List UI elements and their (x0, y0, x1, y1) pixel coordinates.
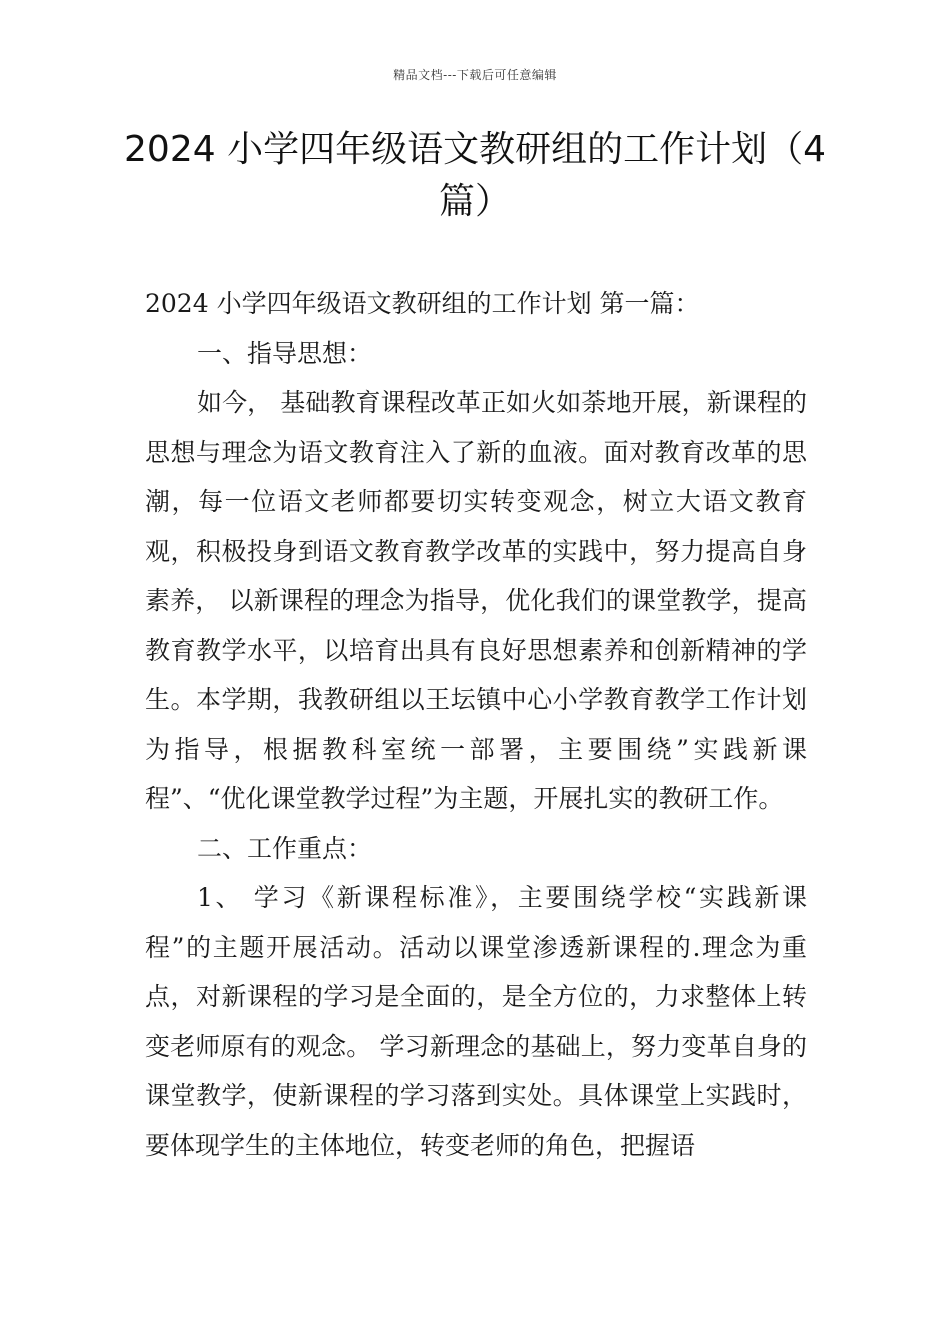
document-title: 2024 小学四年级语文教研组的工作计划（4 篇） (124, 129, 826, 222)
paragraph-work-focus-1: 1、 学习《新课程标准》，主要围绕学校“实践新课程”的主题开展活动。活动以课堂渗透新课程的.理念为重点，对新课程的学习是全面的，是全方位的，力求整体上转变老师原有的观念。 学习新理念的基础上，努力变革自身的课堂教学，使新课程的学习落到实处。具体课堂上实践时，要体现学生的主体地位，转变老师的角色，把握语 (145, 883, 807, 1160)
document-body (145, 279, 807, 1170)
header-note: 精品文档---下载后可任意编辑 (393, 68, 557, 82)
heading-work-focus: 二、工作重点： (197, 833, 373, 863)
section-heading-first: 2024 小学四年级语文教研组的工作计划 第一篇： (145, 289, 700, 318)
paragraph-guiding-thought: 如今， 基础教育课程改革正如火如荼地开展，新课程的思想与理念为语文教育注入了新的血液。面对教育改革的思潮，每一位语文老师都要切实转变观念，树立大语文教育观，积极投身到语文教育教学改革的实践中，努力提高自身素养， 以新课程的理念为指导，优化我们的课堂教学，提高教育教学水平，以培育出具有良好思想素养和创新精神的学生。本学期，我教研组以王坛镇中心小学教育教学工作计划为指导，根据教科室统一部署，主要围绕”实践新课程”、“优化课堂教学过程”为主题，开展扎实的教研工作。 (145, 388, 807, 813)
heading-guiding-thought: 一、指导思想： (197, 338, 373, 368)
